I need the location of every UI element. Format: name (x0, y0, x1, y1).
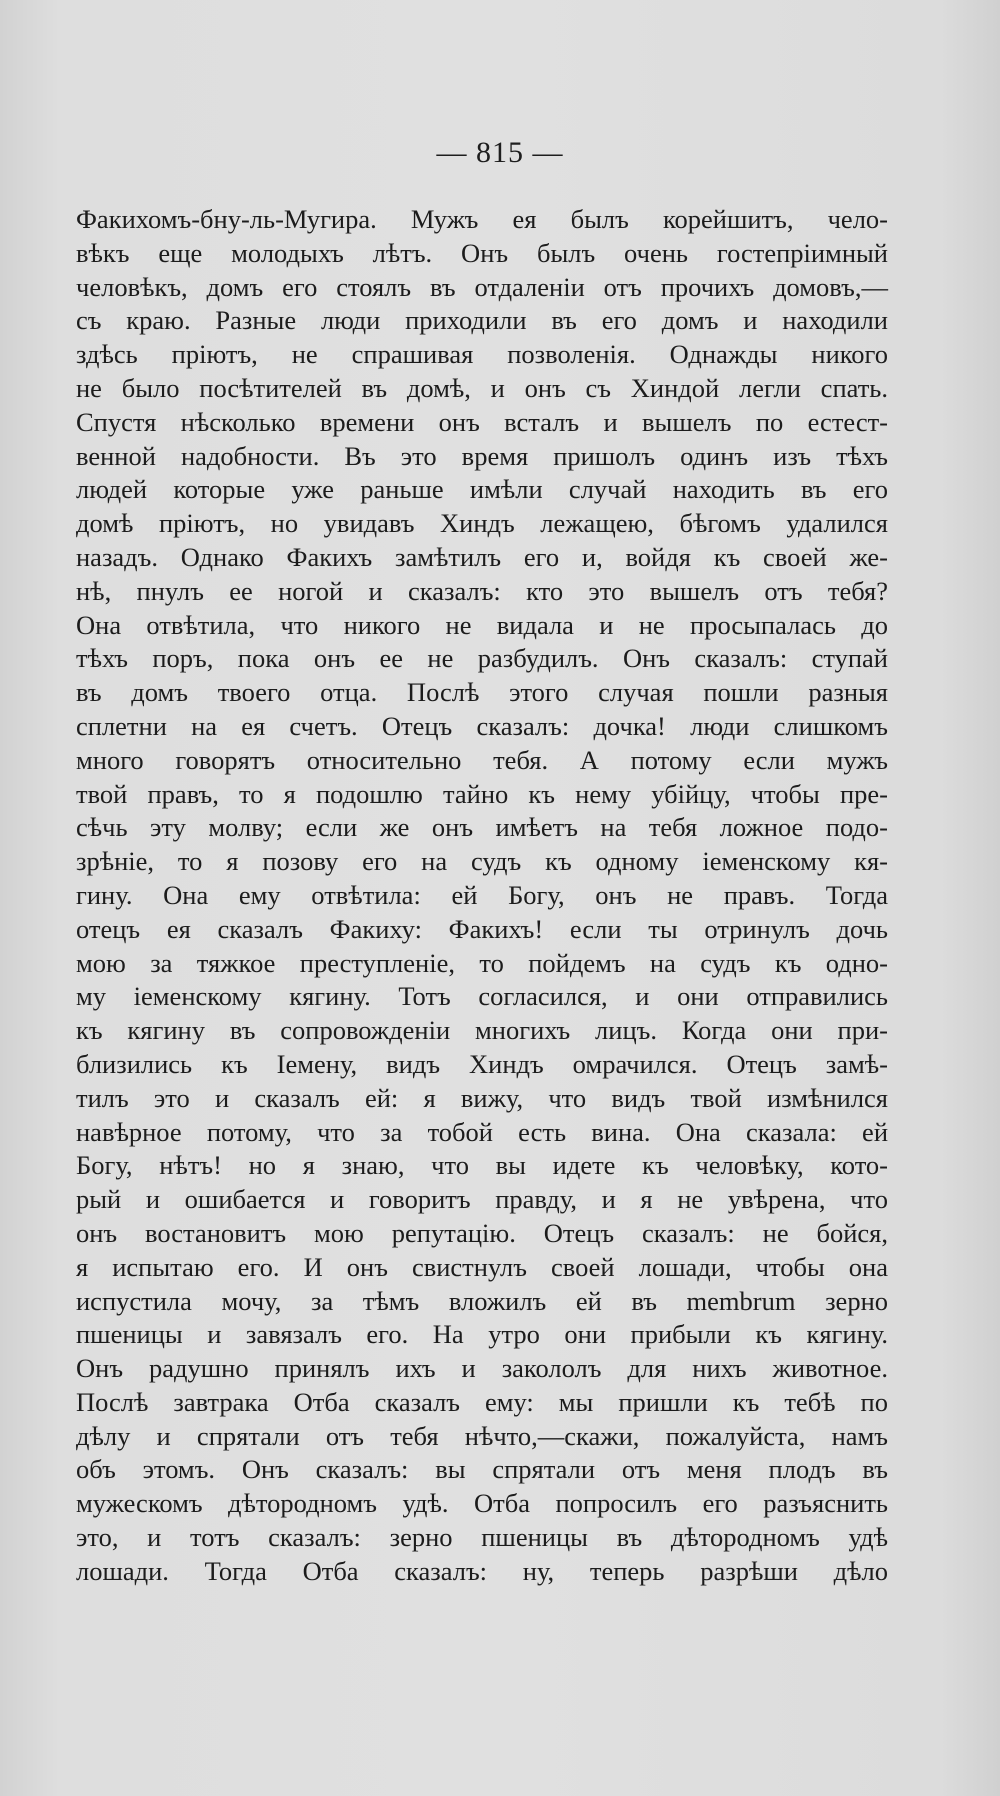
text-line: му іеменскому кягину. Тотъ согласился, и они отправились (76, 981, 888, 1012)
text-line: Послѣ завтрака Отба сказалъ ему: мы пришли къ тебѣ по (76, 1386, 888, 1417)
text-line: дѣлу и спрятали отъ тебя нѣчто,—скажи, пожалуйста, намъ (76, 1420, 888, 1451)
text-line: твой правъ, то я подошлю тайно къ нему убійцу, чтобы пре- (76, 778, 888, 809)
text-line: мужескомъ дѣтородномъ удѣ. Отба попросилъ его разъяснить (76, 1488, 888, 1519)
text-line: домѣ пріютъ, но увидавъ Хиндъ лежащею, бѣгомъ удалился (76, 508, 888, 539)
text-line: не было посѣтителей въ домѣ, и онъ съ Хиндой легли спать. (76, 372, 888, 403)
text-line: къ кягину въ сопровожденіи многихъ лицъ. Когда они при- (76, 1015, 888, 1046)
text-line: онъ востановитъ мою репутацію. Отецъ сказалъ: не бойся, (76, 1217, 888, 1248)
text-line: Факихомъ-бну-ль-Мугира. Мужъ ея былъ корейшитъ, чело- (76, 204, 888, 234)
page-number: — 815 — (436, 136, 564, 169)
text-line: пшеницы и завязалъ его. На утро они прибыли къ кягину. (76, 1319, 888, 1350)
text-line: это, и тотъ сказалъ: зерно пшеницы въ дѣтородномъ удѣ (76, 1522, 888, 1553)
text-line: много говорятъ относительно тебя. А потому если мужъ (76, 744, 888, 775)
text-line: венной надобности. Въ это время пришолъ одинъ изъ тѣхъ (76, 440, 888, 471)
text-line: объ этомъ. Онъ сказалъ: вы спрятали отъ меня плодъ въ (76, 1454, 888, 1485)
text-line: въ домъ твоего отца. Послѣ этого случая пошли разныя (76, 677, 888, 708)
text-line: людей которые уже раньше имѣли случай находить въ его (76, 474, 888, 505)
text-line: зрѣніе, то я позову его на судъ къ одному іеменскому кя- (76, 846, 888, 877)
text-line: сплетни на ея счетъ. Отецъ сказалъ: дочка! люди слишкомъ (76, 710, 888, 741)
text-line: лошади. Тогда Отба сказалъ: ну, теперь разрѣши дѣло (76, 1555, 888, 1586)
text-line: Богу, нѣтъ! но я знаю, что вы идете къ человѣку, кото- (76, 1150, 888, 1181)
text-line: гину. Она ему отвѣтила: ей Богу, онъ не правъ. Тогда (76, 879, 888, 910)
text-line: тилъ это и сказалъ ей: я вижу, что видъ твой измѣнился (76, 1082, 888, 1113)
text-line: близились къ Іемену, видъ Хиндъ омрачился. Отецъ замѣ- (76, 1048, 888, 1079)
text-line: испустила мочу, за тѣмъ вложилъ ей въ membrum зерно (76, 1285, 888, 1316)
text-line: навѣрное потому, что за тобой есть вина. Она сказала: ей (76, 1116, 888, 1147)
text-line: Она отвѣтила, что никого не видала и не просыпалась до (76, 609, 888, 640)
text-line: я испытаю его. И онъ свистнулъ своей лошади, чтобы она (76, 1251, 888, 1282)
text-line: Онъ радушно принялъ ихъ и закололъ для нихъ животное. (76, 1353, 888, 1384)
text-line: отецъ ея сказалъ Факиху: Факихъ! если ты отринулъ дочь (76, 913, 888, 944)
text-line: мою за тяжкое преступленіе, то пойдемъ на судъ къ одно- (76, 947, 888, 978)
body-text (76, 203, 888, 1589)
text-line: назадъ. Однако Факихъ замѣтилъ его и, войдя къ своей же- (76, 541, 888, 572)
text-line: съ краю. Разные люди приходили въ его домъ и находили (76, 305, 888, 336)
text-line: тѣхъ поръ, пока онъ ее не разбудилъ. Онъ сказалъ: ступай (76, 643, 888, 674)
text-line: вѣкъ еще молодыхъ лѣтъ. Онъ былъ очень гостепріимный (76, 237, 888, 268)
text-line: рый и ошибается и говоритъ правду, и я не увѣрена, что (76, 1184, 888, 1215)
text-line: Спустя нѣсколько времени онъ всталъ и вышелъ по естест- (76, 406, 888, 437)
text-line: человѣкъ, домъ его стоялъ въ отдаленіи отъ прочихъ домовъ,— (76, 271, 888, 302)
text-line: сѣчь эту молву; если же онъ имѣетъ на тебя ложное подо- (76, 812, 888, 843)
text-line: нѣ, пнулъ ее ногой и сказалъ: кто это вышелъ отъ тебя? (76, 575, 888, 606)
text-line: здѣсь пріютъ, не спрашивая позволенія. Однажды никого (76, 339, 888, 370)
